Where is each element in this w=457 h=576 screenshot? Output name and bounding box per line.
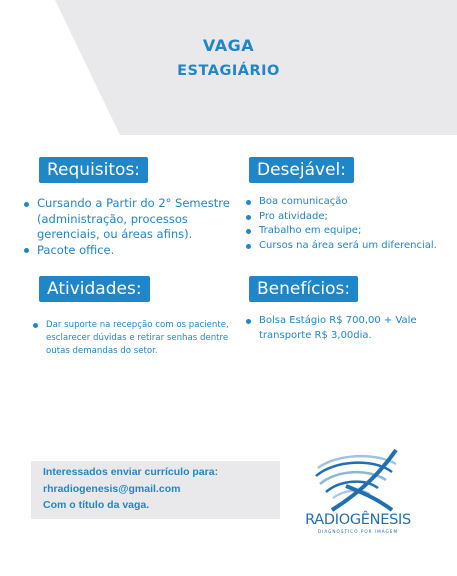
requisitos-item: Pacote office. [24, 243, 234, 259]
requisitos-header: Requisitos: [39, 157, 148, 183]
desejavel-list [246, 195, 451, 253]
desejavel-item: Cursos na área será um diferencial. [246, 239, 451, 254]
beneficios-header: Benefícios: [249, 276, 358, 302]
atividades-list [33, 319, 241, 357]
logo-name: RADIOGÊNESIS [305, 512, 411, 528]
atividades-header: Atividades: [39, 276, 150, 302]
beneficios-item: Bolsa Estágio R$ 700,00 + Vale transporte R$ 3,00dia. [246, 314, 421, 343]
atividades-item: Dar suporte na recepção com os paciente, esclarecer dúvidas e retirar senhas dentre outas demandas do setor. [33, 319, 241, 357]
contact-instruction: Interessados enviar currículo para: [43, 466, 219, 478]
requisitos-list [24, 196, 234, 258]
desejavel-item: Pro atividade; [246, 210, 451, 225]
contact-box [31, 461, 280, 519]
page-subtitle: ESTAGIÁRIO [177, 63, 280, 79]
page-title: VAGA [202, 36, 255, 55]
desejavel-header: Desejável: [249, 157, 354, 183]
desejavel-item: Trabalho em equipe; [246, 224, 451, 239]
contact-email[interactable]: rhradiogenesis@gmail.com [43, 482, 181, 495]
logo-tagline: DIAGNÓSTICO POR IMAGEM [317, 529, 399, 534]
radiogenesis-logo-icon [306, 446, 404, 514]
beneficios-list [246, 314, 421, 343]
requisitos-item: Cursando a Partir do 2° Semestre (administração, processos gerenciais, ou áreas afins). [24, 196, 234, 243]
contact-note: Com o título da vaga. [43, 499, 150, 511]
desejavel-item: Boa comunicação [246, 195, 451, 210]
